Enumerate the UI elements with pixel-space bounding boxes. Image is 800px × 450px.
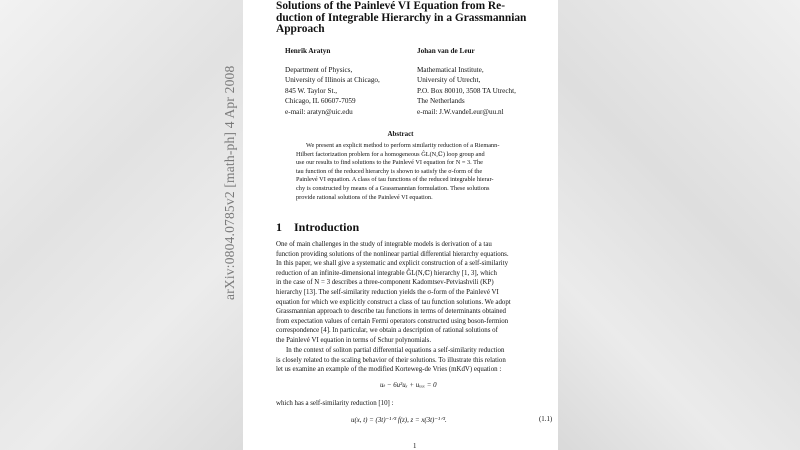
title-line: Solutions of the Painlevé VI Equation from Re- <box>276 0 505 12</box>
paragraph-line: from expectation values of certain Fermi operators constructed using boson-fermion <box>276 317 509 325</box>
author-name: Henrik Aratyn <box>285 47 331 55</box>
affiliation-line: P.O. Box 80010, 3508 TA Utrecht, <box>417 86 516 95</box>
page-number: 1 <box>413 443 417 450</box>
affiliation-line: University of Illinois at Chicago, <box>285 76 380 84</box>
intro-paragraph-3 <box>276 399 558 409</box>
abstract-line: Hilbert factorization problem for a homogeneous ĜL(N,ℂ) loop group and <box>296 150 485 158</box>
section-title: Introduction <box>294 220 360 234</box>
author-email: e-mail: aratyn@uic.edu <box>285 107 353 116</box>
title-line: duction of Integrable Hierarchy in a Grassmannian <box>276 11 527 24</box>
intro-paragraph-2 <box>276 346 558 375</box>
arxiv-identifier: arXiv:0804.0785v2 [math-ph] 4 Apr 2008 <box>222 65 237 300</box>
abstract-line: We present an explicit method to perform similarity reduction of a Riemann- <box>306 142 500 149</box>
paragraph-line: In the context of soliton partial differential equations a self-similarity reduction <box>286 347 505 354</box>
paper-page <box>243 0 558 450</box>
paragraph-line: One of main challenges in the study of integrable models is derivation of a tau <box>276 241 492 248</box>
equation-number: (1.1) <box>539 416 553 423</box>
paragraph-line: function providing solutions of the nonlinear partial differential hierarchy equations. <box>276 250 509 258</box>
title-line: Approach <box>276 23 325 36</box>
abstract-line: tau function of the reduced hierarchy is shown to satisfy the σ-form of the <box>296 167 483 175</box>
author-block-van-de-leur <box>417 46 516 117</box>
affiliation-line: Chicago, IL 60607-7059 <box>285 97 356 105</box>
paragraph-line: hierarchy [13]. The self-similarity reduction yields the σ-form of the Painlevé VI <box>276 288 499 296</box>
paper-title <box>276 1 558 36</box>
author-name: Johan van de Leur <box>417 47 475 55</box>
section-number: 1 <box>276 220 282 234</box>
paragraph-line: is closely related to the scaling behavior of their solutions. To illustrate this relation <box>276 356 506 364</box>
abstract-line: use our results to find solutions to the Painlevé VI equation for N = 3. The <box>296 159 483 167</box>
background-left <box>0 0 243 450</box>
section-heading <box>276 220 359 235</box>
intro-paragraph-1 <box>276 240 558 346</box>
equation-self-similarity: u(x, t) = (3t)⁻¹ᐟ³ f(z), z = x(3t)⁻¹ᐟ³. <box>351 417 447 424</box>
affiliation-line: Mathematical Institute, <box>417 65 484 74</box>
paragraph-line: let us examine an example of the modified Korteweg-de Vries (mKdV) equation : <box>276 366 502 374</box>
abstract-line: provide rational solutions of the Painlevé VI equation. <box>296 193 433 201</box>
affiliation-line: Department of Physics, <box>285 65 353 74</box>
paragraph-line: equation for which we explicitly construct a class of tau function solutions. We adopt <box>276 298 511 306</box>
affiliation-line: The Netherlands <box>417 97 465 105</box>
abstract-line: Painlevé VI equation. A class of tau functions of the reduced integrable hierar- <box>296 176 494 184</box>
abstract-heading: Abstract <box>387 130 414 138</box>
paragraph-line: Grassmannian approach to describe tau functions in terms of determinants obtained <box>276 308 507 316</box>
paragraph-line: In this paper, we shall give a systematic and explicit construction of a self-similarity <box>276 260 509 268</box>
background-right <box>558 0 800 450</box>
equation-mkdv: uₜ − 6u²uₓ + uₓₓₓ = 0 <box>380 382 437 389</box>
abstract-text <box>296 142 546 202</box>
paragraph-line: correspondence [4]. In particular, we obtain a description of rational solutions of <box>276 327 498 335</box>
affiliation-line: University of Utrecht, <box>417 76 481 84</box>
paragraph-line: the Painlevé VI equation in terms of Schur polynomials. <box>276 336 432 344</box>
paragraph-line: which has a self-similarity reduction [10] : <box>276 400 394 407</box>
author-email: e-mail: J.W.vandeLeur@uu.nl <box>417 107 504 116</box>
paragraph-line: in the case of N = 3 describes a three-component Kadomtsev-Petviashvili (KP) <box>276 279 494 287</box>
abstract-line: chy is constructed by means of a Grassmannian formulation. These solutions <box>296 184 490 192</box>
author-block-aratyn <box>285 46 380 117</box>
paragraph-line: reduction of an infinite-dimensional integrable ĜL(N,ℂ) hierarchy [1, 3], which <box>276 269 497 277</box>
affiliation-line: 845 W. Taylor St., <box>285 86 338 95</box>
